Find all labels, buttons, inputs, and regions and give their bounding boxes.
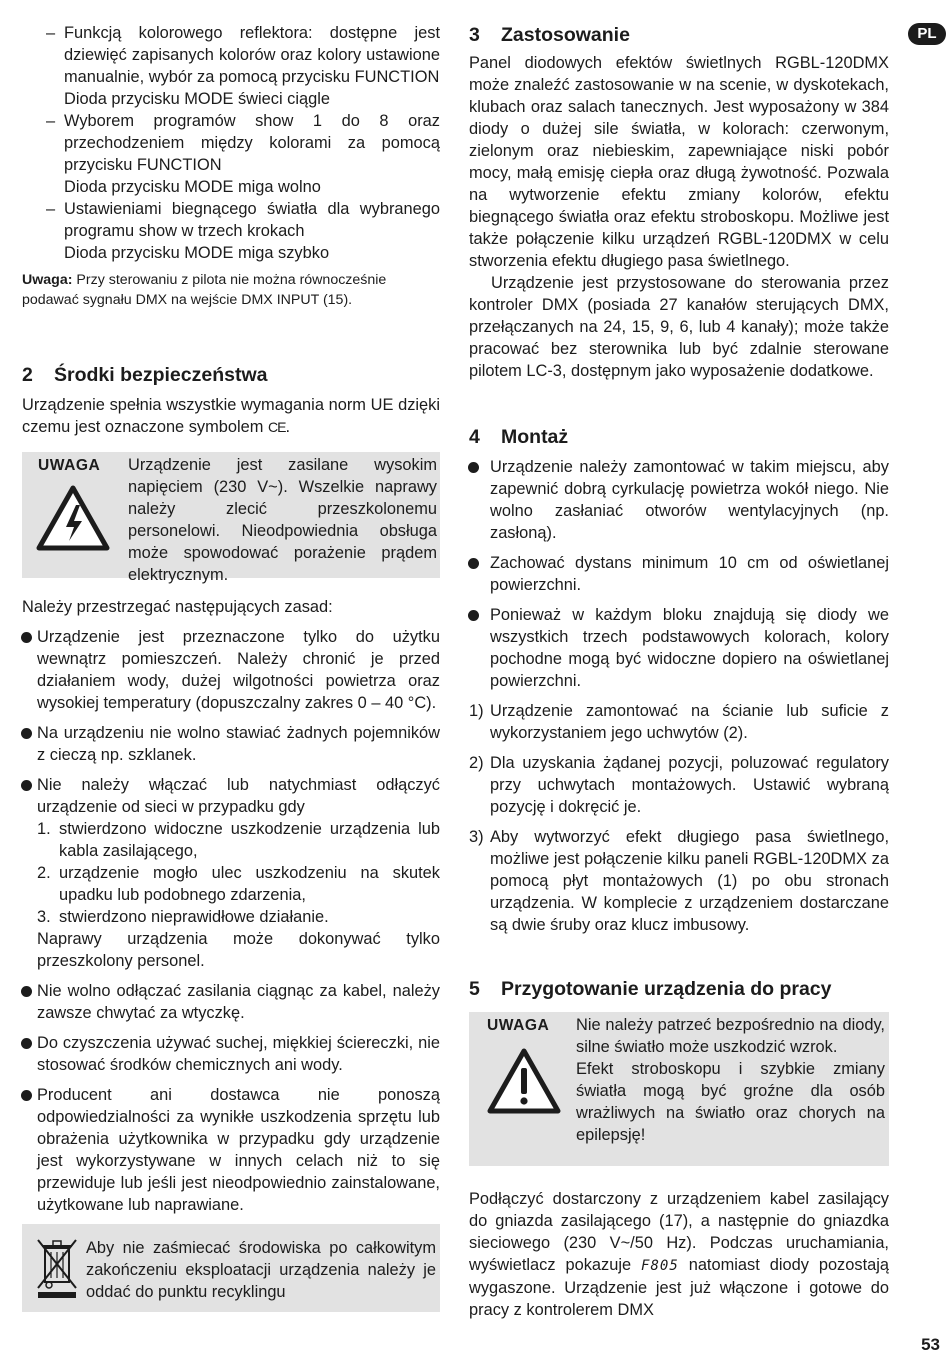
section-title: Zastosowanie <box>501 24 630 46</box>
bullet-icon <box>21 1090 32 1101</box>
item-number: 1. <box>37 820 51 838</box>
bullet-icon <box>21 728 32 739</box>
light-warning <box>469 1012 889 1166</box>
mode-led-status: Dioda przycisku MODE miga wolno <box>64 178 321 196</box>
rule-liability <box>22 1084 440 1216</box>
application-paragraph: Panel diodowych efektów świetlnych RGBL-120DMX może znaleźć zastosowanie w na scenie, w dyskotekach, klubach oraz salach tanecznych. Jest wyposażony w 384 diody o dużej sile światła, w kolorach: czerwonym, zielonym oraz niebieskim, zapewniające niski pobór mocy, małą emisję ciepła oraz długą żywotność. Pozwala na wytworzenie efektu zmiany kolorów, efektu biegnącego światła oraz efektu stroboskopu. Możliwe jest także połączenie kilku urządzeń RGBL-120DMX w celu stworzenia efektu długiego pasa świetlnego. <box>469 54 889 270</box>
language-badge: PL <box>908 23 946 45</box>
high-voltage-icon <box>36 485 110 551</box>
section-5-heading <box>469 976 889 1002</box>
mount-text: Zachować dystans minimum 10 cm od oświetlanej powierzchni. <box>490 554 889 594</box>
section-number: 3 <box>469 24 480 46</box>
item-text: stwierdzono nieprawidłowe działanie. <box>59 908 329 926</box>
remote-note <box>22 270 440 310</box>
rule-text: Nie wolno odłączać zasilania ciągnąc za kabel, należy zawsze chwytać za wtyczkę. <box>37 982 440 1022</box>
section-3-heading <box>469 22 889 48</box>
damage-item <box>37 862 440 906</box>
damage-item <box>37 906 440 928</box>
repair-note: Naprawy urządzenia może dokonywać tylko przeszkolony personel. <box>37 930 440 970</box>
ce-intro <box>22 394 440 438</box>
power-up-text-end: natomiast diody pozostają wygaszone. Urządzenie jest już włączone i gotowe do pracy z kontrolerem DMX <box>469 1256 889 1319</box>
step-number: 1) <box>469 702 484 720</box>
note-label: Uwaga: <box>22 272 73 288</box>
dash-marker: – <box>46 200 56 218</box>
step-number: 2) <box>469 754 484 772</box>
section-2-heading <box>22 362 440 388</box>
section-title: Montaż <box>501 426 569 448</box>
section-4-heading <box>469 424 889 450</box>
section-title: Środki bezpieczeństwa <box>54 364 268 386</box>
rule-text: Urządzenie jest przeznaczone tylko do użytku wewnątrz pomieszczeń. Należy chronić je przed działaniem wody, dużej wilgotności powietrza oraz wysokiej temperatury (dopuszczalny zakres 0 – 40 °C). <box>37 628 440 712</box>
rule-disconnect <box>22 774 440 972</box>
warning-text: Nie należy patrzeć bezpośrednio na diody, silne światło może uszkodzić wzrok. <box>576 1016 885 1056</box>
display-readout: F805 <box>641 1258 679 1274</box>
rule-unplug <box>22 980 440 1024</box>
left-column <box>22 22 440 1216</box>
mode-led-status: Dioda przycisku MODE świeci ciągle <box>64 90 330 108</box>
mount-step <box>469 752 889 818</box>
recycling-text: Aby nie zaśmiecać środowiska po całkowitym zakończeniu eksploatacji urządzenia należy je oddać do punktu recyklingu <box>86 1239 436 1301</box>
warning-label: UWAGA <box>38 457 101 474</box>
dmx-paragraph: Urządzenie jest przystosowane do sterowania przez kontroler DMX (posiada 27 kanałów sterujących DMX, przełączanych na 24, 15, 9, 6, lub 4 kanały); może także pracować bez sterownika lub być zdalnie sterowane pilotem LC-3, dostępnym jako wyposażenie dodatkowe. <box>469 274 889 380</box>
exclamation-warning-icon <box>487 1048 561 1114</box>
bullet-icon <box>21 780 32 791</box>
rule-cleaning <box>22 1032 440 1076</box>
mode-text: Funkcją kolorowego reflektora: dostępne jest dziewięć zapisanych kolorów oraz kolory ustawione manualnie, wybór za pomocą przycisku FUNCTION <box>64 24 440 86</box>
mode-item-color <box>22 22 440 110</box>
rule-text: Do czyszczenia używać suchej, miękkiej ściereczki, nie stosować środków chemicznych ani wody. <box>37 1034 440 1074</box>
warning-text: Efekt stroboskopu i szybkie zmiany światła mogą być groźne dla osób wrażliwych na światło oraz chorych na epilepsję! <box>576 1060 885 1144</box>
dash-marker: – <box>46 112 56 130</box>
bullet-icon <box>21 632 32 643</box>
bullet-icon <box>468 610 479 621</box>
ce-mark: CE <box>267 419 286 435</box>
bullet-icon <box>468 558 479 569</box>
section-number: 5 <box>469 978 480 1000</box>
note-text: Przy sterowaniu z pilota nie można równocześnie podawać sygnału DMX na wejście DMX INPUT (15). <box>22 272 387 308</box>
power-up-paragraph <box>469 1188 889 1321</box>
section-title: Przygotowanie urządzenia do pracy <box>501 978 832 1000</box>
bullet-icon <box>21 986 32 997</box>
high-voltage-warning <box>22 452 440 584</box>
mount-step <box>469 700 889 744</box>
mount-text: Urządzenie należy zamontować w takim miejscu, aby zapewnić dobrą cyrkulację powietrza wokół niego. Nie wolno zasłaniać otworów wentylacyjnych (np. zasłoną). <box>490 458 889 542</box>
mode-text: Wyborem programów show 1 do 8 oraz przechodzeniem między kolorami za pomocą przycisku FUNCTION <box>64 112 440 174</box>
power-up-text: Podłączyć dostarczony z urządzeniem kabel zasilający do gniazda zasilającego (17), a następnie do gniazdka sieciowego (230 V~/50 Hz). Podczas uruchamiania, wyświetlacz pokazuje <box>469 1190 889 1274</box>
step-text: Urządzenie zamontować na ścianie lub suficie z wykorzystaniem jego uchwytów (2). <box>490 702 889 742</box>
warning-text-block <box>576 1014 885 1146</box>
rule-indoor-use <box>22 626 440 714</box>
intro-end: . <box>285 418 290 436</box>
recycling-notice <box>22 1224 440 1312</box>
section-number: 4 <box>469 426 480 448</box>
rule-text: Na urządzeniu nie wolno stawiać żadnych pojemników z cieczą np. szklanek. <box>37 724 440 764</box>
damage-item <box>37 818 440 862</box>
mode-item-running-light <box>22 198 440 264</box>
rules-intro: Należy przestrzegać następujących zasad: <box>22 598 333 616</box>
dash-marker: – <box>46 24 56 42</box>
mount-text: Ponieważ w każdym bloku znajdują się diody we wszystkich trzech podstawowych kolorach, kolory pochodne mogą być widoczne dopiero na oświetlanej powierzchni. <box>490 606 889 690</box>
warning-label: UWAGA <box>487 1017 550 1034</box>
right-column <box>469 22 889 1321</box>
mode-text: Ustawieniami biegnącego światła dla wybranego programu show w trzech krokach <box>64 200 440 240</box>
step-text: Aby wytworzyć efekt długiego pasa świetlnego, możliwe jest połączenie kilku paneli RGBL-120DMX za pomocą płyt montażowych (1) po obu stronach urządzenia. W komplecie z urządzeniem dostarczane są dwie śruby oraz klucz imbusowy. <box>490 828 889 934</box>
intro-text: Urządzenie spełnia wszystkie wymagania norm UE dzięki czemu jest oznaczone symbolem <box>22 396 440 436</box>
warning-text: Urządzenie jest zasilane wysokim napięciem (230 V~). Wszelkie naprawy należy zlecić przeszkolonemu personelowi. Nieodpowiednia obsługa może spowodować porażenie prądem elektrycznym. <box>128 456 437 584</box>
mount-distance <box>469 552 889 596</box>
rule-text: Producent ani dostawca nie ponoszą odpowiedzialności za wynikłe uszkodzenia sprzętu lub obrażenia użytkownika w przypadku gdy urządzenie jest wykorzystywane w innych celach niż to się przewiduje lub jeśli jest nieodpowiednio zainstalowane, użytkowane lub naprawiane. <box>37 1086 440 1214</box>
bullet-icon <box>468 462 479 473</box>
item-text: stwierdzono widoczne uszkodzenie urządzenia lub kabla zasilającego, <box>59 820 440 860</box>
crossed-bin-icon <box>36 1236 80 1300</box>
item-text: urządzenie mogło ulec uszkodzeniu na skutek upadku lub podobnego zdarzenia, <box>59 864 440 904</box>
mount-colors <box>469 604 889 692</box>
mode-led-status: Dioda przycisku MODE miga szybko <box>64 244 330 262</box>
section-number: 2 <box>22 364 33 386</box>
step-number: 3) <box>469 828 484 846</box>
item-number: 3. <box>37 908 51 926</box>
step-text: Dla uzyskania żądanej pozycji, poluzować regulatory przy uchwytach montażowych. Ustawić wybraną pozycję i dokręcić je. <box>490 754 889 816</box>
item-number: 2. <box>37 864 51 882</box>
mount-ventilation <box>469 456 889 544</box>
rule-no-liquids <box>22 722 440 766</box>
rule-text: Nie należy włączać lub natychmiast odłączyć urządzenie od sieci w przypadku gdy <box>37 776 440 816</box>
bullet-icon <box>21 1038 32 1049</box>
mode-item-show <box>22 110 440 198</box>
page-number: 53 <box>921 1335 940 1354</box>
mount-step <box>469 826 889 936</box>
